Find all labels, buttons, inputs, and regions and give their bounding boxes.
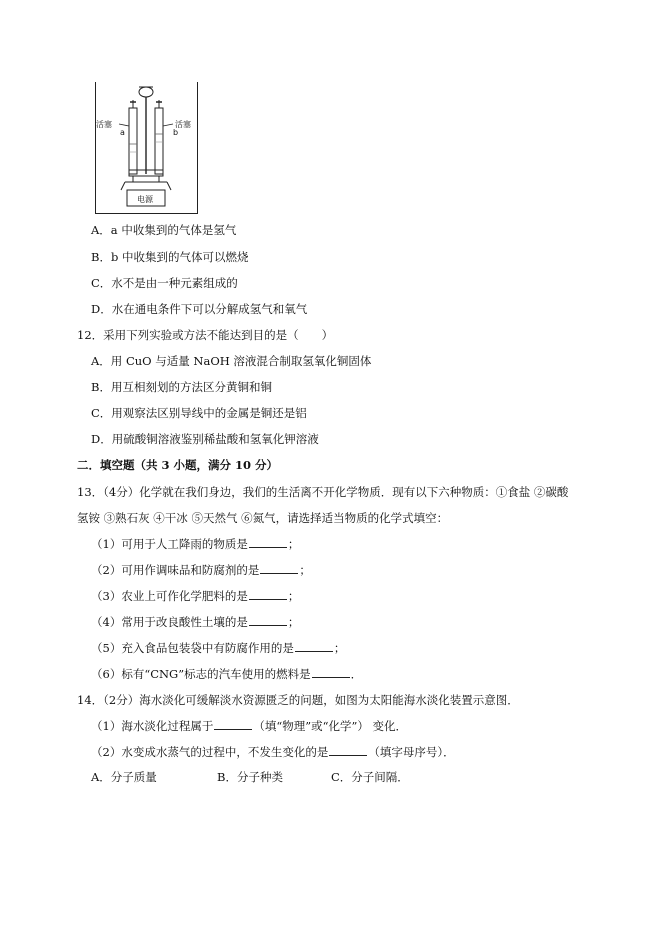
q13-item-3-end: ； [287, 589, 300, 603]
q13-item-2-text: （2）可用作调味品和防腐剂的是 [91, 563, 260, 577]
answer-blank[interactable] [329, 744, 367, 756]
answer-blank[interactable] [249, 588, 287, 600]
q11-option-b: B．b 中收集到的气体可以燃烧 [91, 250, 249, 264]
q13-item-2-end: ； [299, 563, 311, 577]
q13-stem-line1: 13．（4分）化学就在我们身边，我们的生活离不开化学物质．现有以下六种物质：①食盐 ②碳酸 [77, 485, 569, 499]
q12-option-a: A．用 CuO 与适量 NaOH 溶液混合制取氢氧化铜固体 [91, 354, 372, 368]
q11-option-a: A．a 中收集到的气体是氢气 [91, 223, 237, 237]
q12-option-c: C．用观察法区别导线中的金属是铜还是铝 [91, 406, 307, 420]
q13-item-3 [91, 588, 299, 604]
q12-option-b: B．用互相刻划的方法区分黄铜和铜 [91, 380, 272, 394]
label-power-supply: 电源 [137, 195, 153, 204]
q11-option-c: C．水不是由一种元素组成的 [91, 276, 238, 290]
answer-blank[interactable] [295, 640, 333, 652]
q13-item-1-text: （1）可用于人工降雨的物质是 [91, 537, 248, 551]
label-tube-a: a [120, 128, 125, 137]
q14-item-1-post: （填“物理”或“化学”） 变化． [253, 719, 407, 733]
answer-blank[interactable] [260, 562, 298, 574]
q13-item-4 [91, 614, 299, 630]
reservoir-bulb [139, 87, 153, 97]
q13-item-1-end: ； [287, 537, 300, 551]
q14-option-a: A．分子质量 [91, 770, 157, 784]
q13-item-3-text: （3）农业上可作化学肥料的是 [91, 589, 248, 603]
q12-option-d: D．用硫酸铜溶液鉴别稀盐酸和氢氧化钾溶液 [91, 432, 319, 446]
q14-stem: 14．（2分）海水淡化可缓解淡水资源匮乏的问题，如图为太阳能海水淡化装置示意图． [77, 693, 519, 707]
q13-item-5-end: ； [333, 641, 346, 655]
q12-stem: 12．采用下列实验或方法不能达到目的是（ ） [77, 328, 334, 342]
q13-item-4-end: ； [287, 615, 300, 629]
q14-option-c: C．分子间隔． [331, 770, 409, 784]
right-tube [155, 108, 163, 174]
q13-item-6-end: ． [350, 667, 363, 681]
electrolysis-apparatus-figure [95, 82, 198, 214]
answer-blank[interactable] [249, 536, 287, 548]
label-tube-b: b [173, 128, 179, 137]
answer-blank[interactable] [312, 666, 350, 678]
answer-blank[interactable] [249, 614, 287, 626]
q13-item-1 [91, 536, 299, 552]
left-tube [129, 108, 137, 174]
q13-item-2 [91, 562, 311, 578]
answer-blank[interactable] [214, 718, 252, 730]
q13-item-5 [91, 640, 345, 656]
q14-item-2 [91, 744, 455, 760]
q14-item-2-post: （填字母序号）． [368, 745, 455, 759]
q13-item-4-text: （4）常用于改良酸性土壤的是 [91, 615, 248, 629]
q13-item-6-text: （6）标有“CNG”标志的汽车使用的燃料是 [91, 667, 311, 681]
label-left-stopcock: 活塞 [96, 120, 112, 129]
q14-item-1 [91, 718, 407, 734]
section-2-title: 二．填空题（共 3 小题，满分 10 分） [77, 458, 279, 472]
q13-stem-line2: 氢铵 ③熟石灰 ④干冰 ⑤天然气 ⑥氮气，请选择适当物质的化学式填空： [77, 511, 449, 525]
q14-item-2-pre: （2）水变成水蒸气的过程中，不发生变化的是 [91, 745, 329, 759]
q14-option-b: B．分子种类 [217, 770, 283, 784]
q13-item-5-text: （5）充入食品包装袋中有防腐作用的是 [91, 641, 294, 655]
q14-item-1-pre: （1）海水淡化过程属于 [91, 719, 214, 733]
q13-item-6 [91, 666, 362, 682]
q11-option-d: D．水在通电条件下可以分解成氢气和氧气 [91, 302, 308, 316]
label-right-stopcock: 活塞 [175, 120, 191, 129]
